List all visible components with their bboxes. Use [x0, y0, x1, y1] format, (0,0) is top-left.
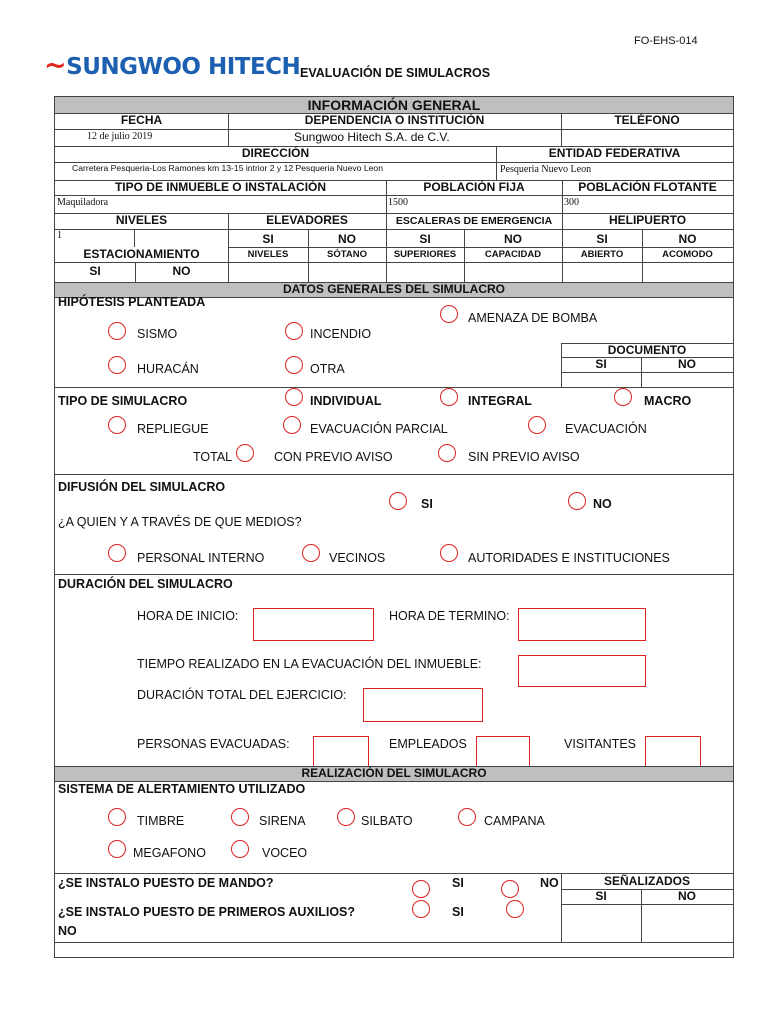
- vecinos-label: VECINOS: [329, 551, 386, 565]
- visitantes-field[interactable]: [645, 736, 701, 769]
- escaleras-label: ESCALERAS DE EMERGENCIA: [395, 215, 553, 227]
- individual-label: INDIVIDUAL: [310, 394, 382, 408]
- silbato-label: SILBATO: [361, 814, 413, 828]
- niveles-value: 1: [57, 230, 62, 241]
- documento-label: DOCUMENTO: [607, 343, 687, 357]
- visitantes-label: VISITANTES: [564, 737, 637, 751]
- sub-niveles: NIVELES: [247, 249, 289, 260]
- campana-option-circle[interactable]: [458, 808, 476, 826]
- fecha-label: FECHA: [120, 113, 163, 127]
- section-title-general: INFORMACIÓN GENERAL: [307, 97, 481, 113]
- total-label: TOTAL: [193, 450, 233, 464]
- empleados-label: EMPLEADOS: [389, 737, 467, 751]
- poblacion-fija-value: 1500: [388, 197, 408, 208]
- escaleras-no: NO: [504, 232, 522, 246]
- incendio-label: INCENDIO: [310, 327, 372, 341]
- direccion-label: DIRECCIÓN: [241, 146, 310, 160]
- individual-option-circle[interactable]: [285, 388, 303, 406]
- personal-option-circle[interactable]: [108, 544, 126, 562]
- estacionamiento-si: SI: [89, 264, 101, 278]
- puesto-mando-label: ¿SE INSTALO PUESTO DE MANDO?: [58, 876, 274, 890]
- huracan-label: HURACÁN: [137, 362, 199, 376]
- escaleras-si: SI: [419, 232, 431, 246]
- puesto-mando-no-circle[interactable]: [501, 880, 519, 898]
- silbato-option-circle[interactable]: [337, 808, 355, 826]
- empleados-field[interactable]: [476, 736, 530, 769]
- telefono-label: TELÉFONO: [614, 113, 680, 127]
- tipo-simulacro-label: TIPO DE SIMULACRO: [58, 394, 188, 408]
- megafono-label: MEGAFONO: [133, 846, 206, 860]
- dependencia-label: DEPENDENCIA O INSTITUCIÓN: [304, 113, 485, 127]
- senalizados-label: SEÑALIZADOS: [603, 874, 690, 888]
- macro-label: MACRO: [644, 394, 692, 408]
- primeros-auxilios-no-label: NO: [58, 924, 77, 938]
- documento-si: SI: [595, 357, 607, 371]
- campana-label: CAMPANA: [484, 814, 545, 828]
- section-title-realizacion: REALIZACIÓN DEL SIMULACRO: [301, 766, 487, 780]
- difusion-label: DIFUSIÓN DEL SIMULACRO: [58, 480, 226, 494]
- hora-inicio-field[interactable]: [253, 608, 374, 641]
- elevadores-no: NO: [338, 232, 356, 246]
- otra-label: OTRA: [310, 362, 345, 376]
- timbre-label: TIMBRE: [137, 814, 185, 828]
- personas-field[interactable]: [313, 736, 369, 769]
- hora-inicio-label: HORA DE INICIO:: [137, 609, 239, 623]
- helipuerto-no: NO: [678, 232, 697, 246]
- personal-label: PERSONAL INTERNO: [137, 551, 265, 565]
- amenaza-label: AMENAZA DE BOMBA: [468, 311, 598, 325]
- entidad-value: Pesqueria Nuevo Leon: [500, 164, 592, 175]
- senalizados-no: NO: [678, 889, 696, 903]
- hora-termino-field[interactable]: [518, 608, 646, 641]
- form-title: EVALUACIÓN DE SIMULACROS: [300, 66, 491, 80]
- niveles-label: NIVELES: [115, 213, 168, 227]
- estacionamiento-no: NO: [172, 264, 191, 278]
- helipuerto-label: HELIPUERTO: [608, 213, 687, 227]
- autoridades-label: AUTORIDADES E INSTITUCIONES: [468, 551, 670, 565]
- poblacion-fija-label: POBLACIÓN FIJA: [423, 180, 525, 194]
- elevadores-si: SI: [262, 232, 274, 246]
- difusion-no-circle[interactable]: [568, 492, 586, 510]
- otra-option-circle[interactable]: [285, 356, 303, 374]
- amenaza-option-circle[interactable]: [440, 305, 458, 323]
- voceo-option-circle[interactable]: [231, 840, 249, 858]
- documento-no: NO: [678, 357, 696, 371]
- tipo-inmueble-label: TIPO DE INMUEBLE O INSTALACIÓN: [114, 180, 327, 194]
- evac-parcial-option-circle[interactable]: [283, 416, 301, 434]
- vecinos-option-circle[interactable]: [302, 544, 320, 562]
- evacuacion-option-circle[interactable]: [528, 416, 546, 434]
- document-code: FO-EHS-014: [634, 35, 698, 47]
- fecha-value: 12 de julio 2019: [87, 131, 153, 142]
- repliegue-option-circle[interactable]: [108, 416, 126, 434]
- difusion-no-label: NO: [593, 497, 612, 511]
- tipo-inmueble-value: Maquiladora: [57, 197, 109, 208]
- entidad-label: ENTIDAD FEDERATIVA: [548, 146, 681, 160]
- integral-label: INTEGRAL: [468, 394, 532, 408]
- difusion-si-circle[interactable]: [389, 492, 407, 510]
- primeros-auxilios-no-circle[interactable]: [506, 900, 524, 918]
- evac-parcial-label: EVACUACIÓN PARCIAL: [310, 422, 448, 436]
- huracan-option-circle[interactable]: [108, 356, 126, 374]
- duracion-label: DURACIÓN DEL SIMULACRO: [58, 577, 233, 591]
- sirena-label: SIRENA: [259, 814, 306, 828]
- puesto-mando-no-label: NO: [540, 876, 559, 890]
- elevadores-label: ELEVADORES: [266, 213, 348, 227]
- dependencia-value: Sungwoo Hitech S.A. de C.V.: [294, 130, 450, 144]
- quien-label: ¿A QUIEN Y A TRAVÉS DE QUE MEDIOS?: [58, 515, 302, 529]
- puesto-mando-si-label: SI: [452, 876, 464, 890]
- logo-swoosh-icon: ~: [44, 50, 67, 81]
- sirena-option-circle[interactable]: [231, 808, 249, 826]
- hora-termino-label: HORA DE TERMINO:: [389, 609, 510, 623]
- helipuerto-si: SI: [596, 232, 608, 246]
- megafono-option-circle[interactable]: [108, 840, 126, 858]
- poblacion-flotante-value: 300: [564, 197, 579, 208]
- direccion-value: Carretera Pesqueria-Los Ramones km 13-15 intrior 2 y 12 Pesqueria Nuevo Leon: [72, 163, 383, 173]
- tiempo-evac-label: TIEMPO REALIZADO EN LA EVACUACIÓN DEL INMUEBLE:: [137, 657, 482, 671]
- sismo-option-circle[interactable]: [108, 322, 126, 340]
- autoridades-option-circle[interactable]: [440, 544, 458, 562]
- incendio-option-circle[interactable]: [285, 322, 303, 340]
- primeros-auxilios-si-circle[interactable]: [412, 900, 430, 918]
- duracion-total-label: DURACIÓN TOTAL DEL EJERCICIO:: [137, 688, 347, 702]
- sub-superiores: SUPERIORES: [393, 249, 457, 260]
- con-aviso-label: CON PREVIO AVISO: [274, 450, 393, 464]
- estacionamiento-label: ESTACIONAMIENTO: [83, 247, 200, 261]
- sub-sotano: SÓTANO: [327, 249, 367, 260]
- evacuacion-label: EVACUACIÓN: [565, 422, 647, 436]
- primeros-auxilios-si-label: SI: [452, 905, 464, 919]
- integral-option-circle[interactable]: [440, 388, 458, 406]
- timbre-option-circle[interactable]: [108, 808, 126, 826]
- difusion-si-label: SI: [421, 497, 433, 511]
- con-aviso-option-circle[interactable]: [236, 444, 254, 462]
- senalizados-si: SI: [595, 889, 607, 903]
- section-title-simulacro: DATOS GENERALES DEL SIMULACRO: [282, 282, 506, 296]
- poblacion-flotante-label: POBLACIÓN FLOTANTE: [578, 180, 717, 194]
- sin-aviso-option-circle[interactable]: [438, 444, 456, 462]
- sub-abierto: ABIERTO: [580, 249, 624, 260]
- voceo-label: VOCEO: [262, 846, 308, 860]
- macro-option-circle[interactable]: [614, 388, 632, 406]
- sismo-label: SISMO: [137, 327, 178, 341]
- puesto-mando-si-circle[interactable]: [412, 880, 430, 898]
- primeros-auxilios-label: ¿SE INSTALO PUESTO DE PRIMEROS AUXILIOS?: [58, 905, 356, 919]
- personas-label: PERSONAS EVACUADAS:: [137, 737, 290, 751]
- sistema-label: SISTEMA DE ALERTAMIENTO UTILIZADO: [58, 782, 306, 796]
- company-logo: ~SUNGWOO HITECH: [44, 50, 301, 81]
- tiempo-evac-field[interactable]: [518, 655, 646, 687]
- sub-acomodo: ACOMODO: [662, 249, 713, 260]
- hipotesis-label: HIPÓTESIS PLANTEADA: [58, 295, 206, 309]
- sub-capacidad: CAPACIDAD: [484, 249, 542, 260]
- duracion-total-field[interactable]: [363, 688, 483, 722]
- repliegue-label: REPLIEGUE: [137, 422, 209, 436]
- sin-aviso-label: SIN PREVIO AVISO: [468, 450, 580, 464]
